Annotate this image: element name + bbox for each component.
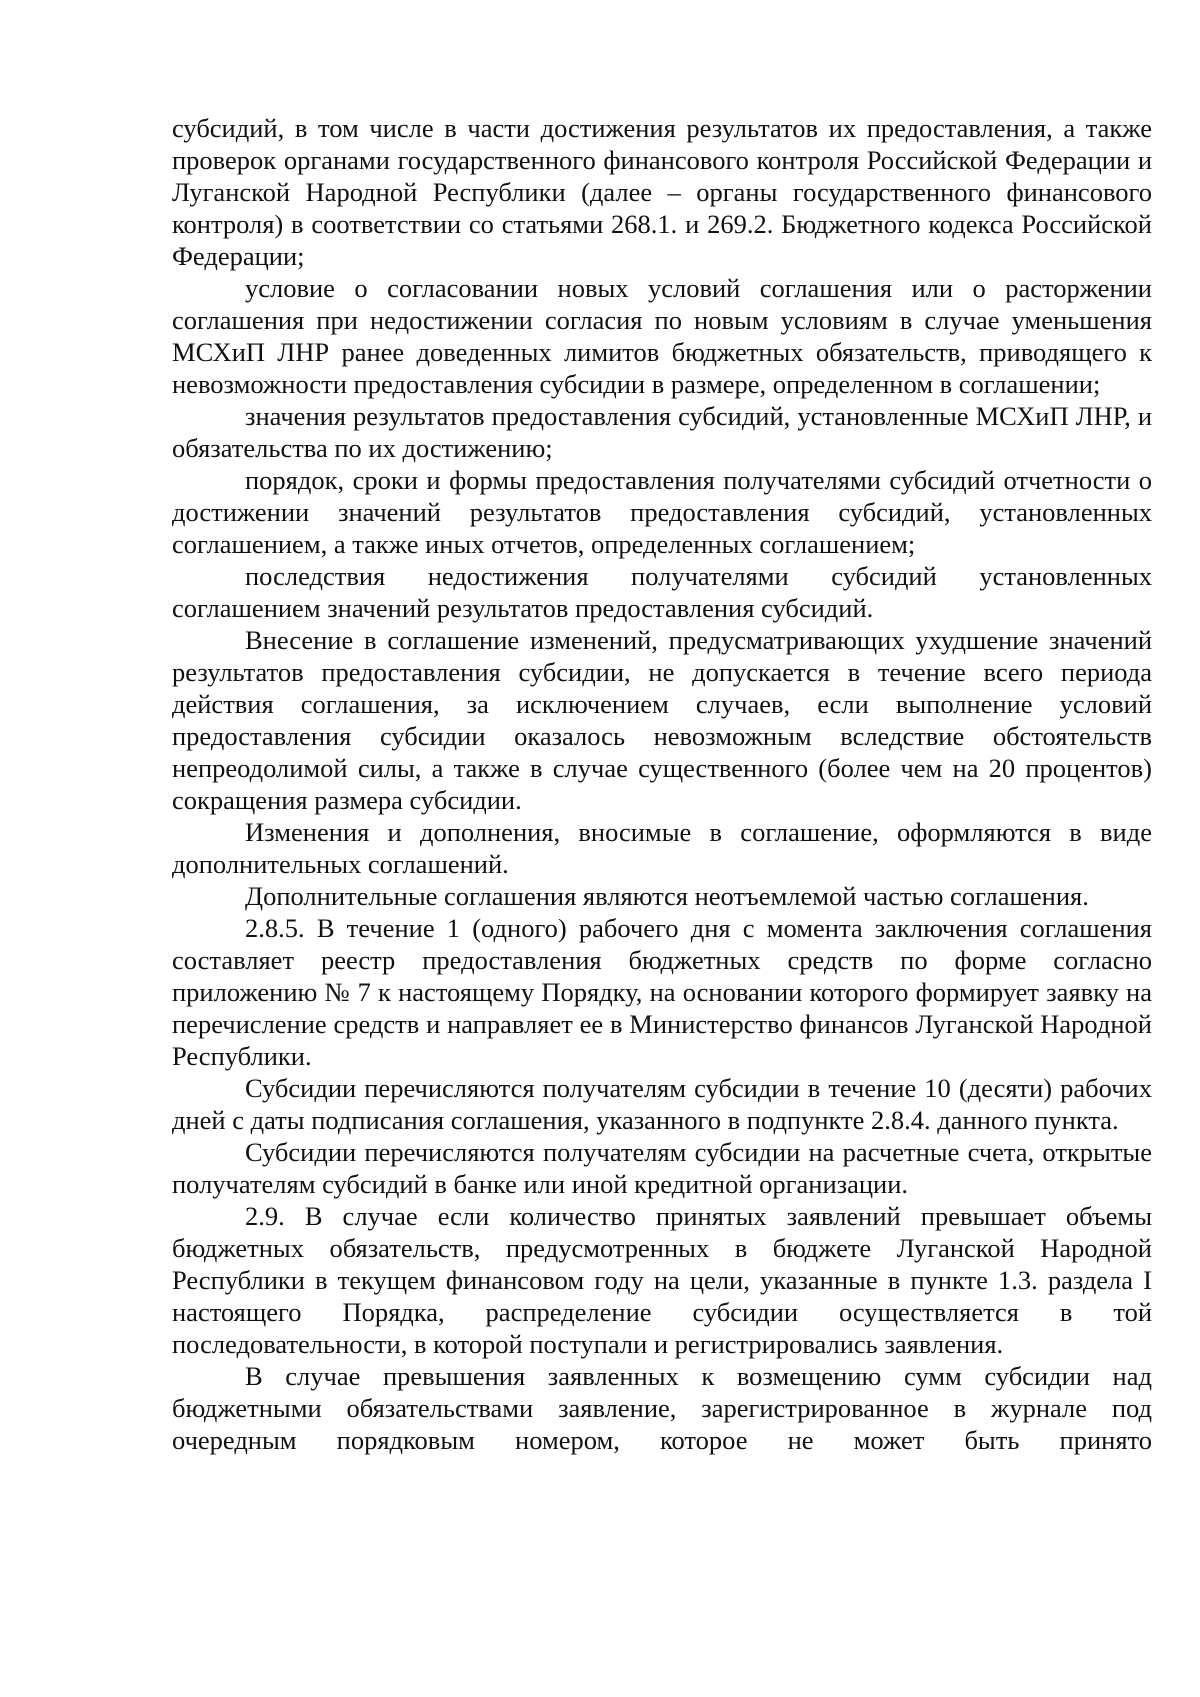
document-body (172, 112, 1152, 1456)
paragraph: Внесение в соглашение изменений, предусматривающих ухудшение значений результатов предоставления субсидии, не допускается в течение всего периода действия соглашения, за исключением случаев, если выполнение условий предоставления субсидии оказалось невозможным вследствие обстоятельств непреодолимой силы, а также в случае существенного (более чем на 20 процентов) сокращения размера субсидии. (172, 625, 1152, 815)
paragraph: Дополнительные соглашения являются неотъемлемой частью соглашения. (245, 881, 1089, 911)
paragraph: последствия недостижения получателями субсидий установленных соглашением значений результатов предоставления субсидий. (172, 561, 1152, 623)
paragraph: субсидий, в том числе в части достижения результатов их предоставления, а также проверок органами государственного финансового контроля Российской Федерации и Луганской Народной Республики (далее – органы государственного финансового контроля) в соответствии со статьями 268.1. и 269.2. Бюджетного кодекса Российской Федерации; (172, 113, 1152, 271)
paragraph: Субсидии перечисляются получателям субсидии на расчетные счета, открытые получателям субсидий в банке или иной кредитной организации. (172, 1137, 1152, 1199)
paragraph: условие о согласовании новых условий соглашения или о расторжении соглашения при недостижении согласия по новым условиям в случае уменьшения МСХиП ЛНР ранее доведенных лимитов бюджетных обязательств, приводящего к невозможности предоставления субсидии в размере, определенном в соглашении; (172, 273, 1152, 399)
paragraph: Субсидии перечисляются получателям субсидии в течение 10 (десяти) рабочих дней с даты подписания соглашения, указанного в подпункте 2.8.4. данного пункта. (172, 1073, 1152, 1135)
paragraph: В случае превышения заявленных к возмещению сумм субсидии над бюджетными обязательствами заявление, зарегистрированное в журнале под очередным порядковым номером, которое не может быть принято (172, 1361, 1152, 1455)
paragraph: Изменения и дополнения, вносимые в соглашение, оформляются в виде дополнительных соглашений. (172, 817, 1152, 879)
paragraph: значения результатов предоставления субсидий, установленные МСХиП ЛНР, и обязательства по их достижению; (172, 401, 1152, 463)
paragraph: 2.8.5. В течение 1 (одного) рабочего дня с момента заключения соглашения составляет реестр предоставления бюджетных средств по форме согласно приложению № 7 к настоящему Порядку, на основании которого формирует заявку на перечисление средств и направляет ее в Министерство финансов Луганской Народной Республики. (172, 913, 1152, 1071)
paragraph: 2.9. В случае если количество принятых заявлений превышает объемы бюджетных обязательств, предусмотренных в бюджете Луганской Народной Республики в текущем финансовом году на цели, указанные в пункте 1.3. раздела I настоящего Порядка, распределение субсидии осуществляется в той последовательности, в которой поступали и регистрировались заявления. (172, 1201, 1152, 1359)
paragraph: порядок, сроки и формы предоставления получателями субсидий отчетности о достижении значений результатов предоставления субсидий, установленных соглашением, а также иных отчетов, определенных соглашением; (172, 465, 1152, 559)
